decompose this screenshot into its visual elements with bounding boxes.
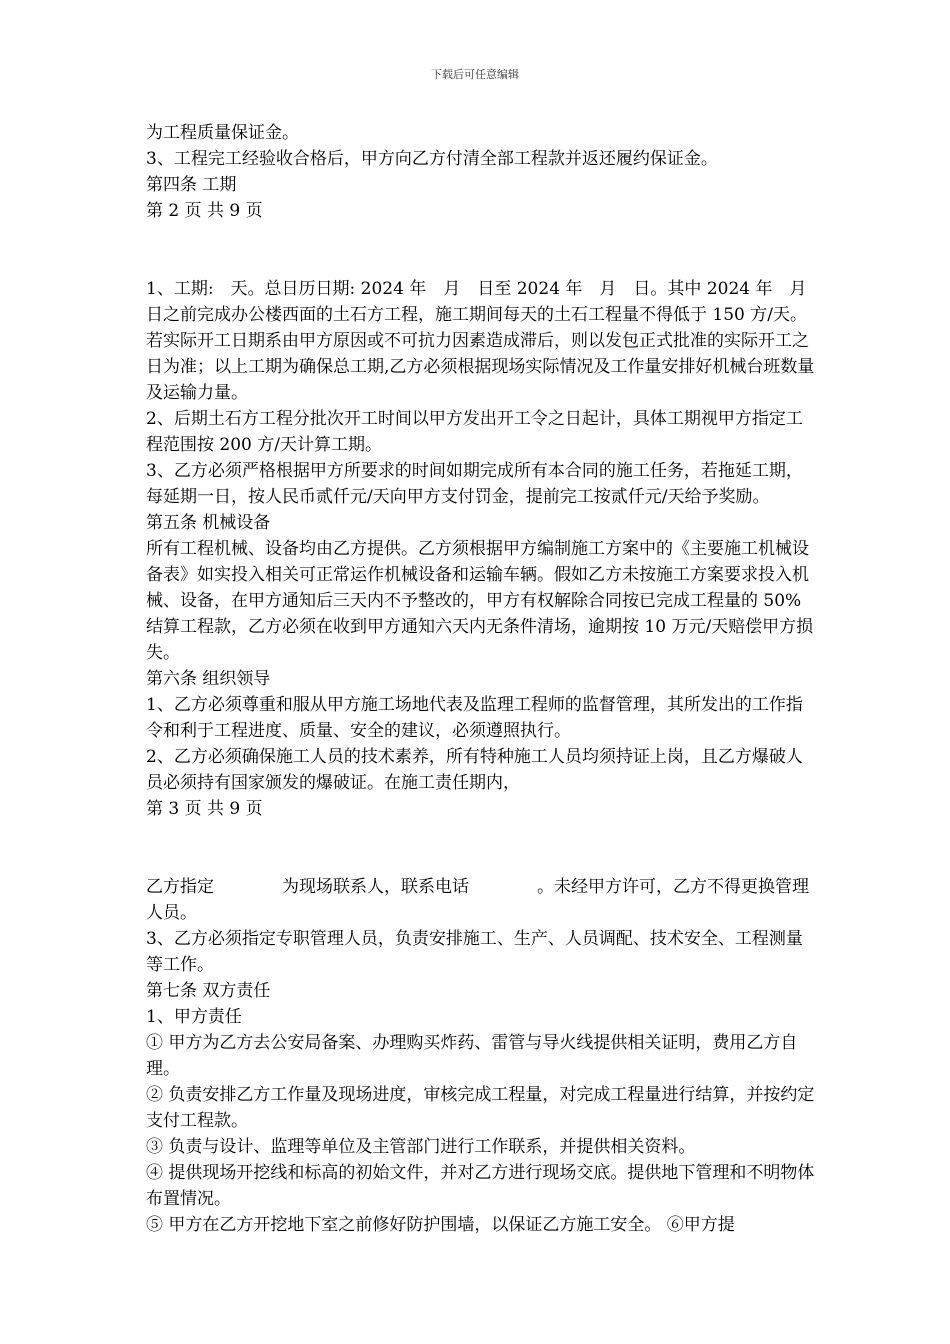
list-item: ③ 负责与设计、监理等单位及主管部门进行工作联系，并提供相关资料。	[146, 1137, 696, 1157]
list-item: ⑤ 甲方在乙方开挖地下室之前修好防护围墙，以保证乙方施工安全。 ⑥甲方提	[146, 1215, 735, 1235]
section-heading: 第六条 组织领导	[146, 669, 271, 689]
paragraph: 1、工期: 天。总日历日期: 2024 年 月 日至 2024 年 月 日。其中 2024 年 月日之前完成办公楼西面的土石方工程，施工期间每天的土石工程量不得低于 150 方/天。若实际开工日期系由甲方原因或不可抗力因素造成滞后，则以发包正式批准的实际开工之日为准；以上工期为确保总工期,乙方必须根据现场实际情况及工作量安排好机械台班数量及运输力量。	[146, 279, 815, 403]
page-number: 第 3 页 共 9 页	[146, 799, 263, 819]
section-heading: 第七条 双方责任	[146, 981, 271, 1001]
paragraph: 乙方指定 为现场联系人，联系电话 。未经甲方许可，乙方不得更换管理人员。	[146, 877, 809, 923]
paragraph: 3、乙方必须指定专职管理人员，负责安排施工、生产、人员调配、技术安全、工程测量等工作。	[146, 929, 803, 975]
page-header: 下载后可任意编辑	[431, 68, 519, 81]
list-item: ① 甲方为乙方去公安局备案、办理购买炸药、雷管与导火线提供相关证明，费用乙方自理。	[146, 1033, 798, 1079]
paragraph: 2、乙方必须确保施工人员的技术素养，所有特种施工人员均须持证上岗，且乙方爆破人员必须持有国家颁发的爆破证。在施工责任期内，	[146, 747, 803, 793]
paragraph: 所有工程机械、设备均由乙方提供。乙方须根据甲方编制施工方案中的《主要施工机械设备表》如实投入相关可正常运作机械设备和运输车辆。假如乙方未按施工方案要求投入机械、设备，在甲方通知后三天内不予整改的，甲方有权解除合同按已完成工程量的 50%结算工程款，乙方必须在收到甲方通知六天内无条件清场，逾期按 10 万元/天赔偿甲方损失。	[146, 539, 814, 663]
page-break	[146, 224, 818, 276]
page-number: 第 2 页 共 9 页	[146, 201, 263, 221]
list-item: ④ 提供现场开挖线和标高的初始文件，并对乙方进行现场交底。提供地下管理和不明物体布置情况。	[146, 1163, 815, 1209]
section-heading: 第五条 机械设备	[146, 513, 271, 533]
paragraph: 1、乙方必须尊重和服从甲方施工场地代表及监理工程师的监督管理，其所发出的工作指令和利于工程进度、质量、安全的建议，必须遵照执行。	[146, 695, 803, 741]
section-heading: 第四条 工期	[146, 175, 237, 195]
list-item: ② 负责安排乙方工作量及现场进度，审核完成工程量，对完成工程量进行结算，并按约定支付工程款。	[146, 1085, 815, 1131]
subsection-heading: 1、甲方责任	[146, 1007, 242, 1027]
paragraph: 2、后期土石方工程分批次开工时间以甲方发出开工令之日起计，具体工期视甲方指定工程范围按 200 方/天计算工期。	[146, 409, 803, 455]
paragraph: 3、工程完工经验收合格后，甲方向乙方付清全部工程款并返还履约保证金。	[146, 149, 718, 169]
paragraph: 为工程质量保证金。	[146, 123, 299, 143]
paragraph: 3、乙方必须严格根据甲方所要求的时间如期完成所有本合同的施工任务，若拖延工期，每延期一日，按人民币贰仟元/天向甲方支付罚金，提前完工按贰仟元/天给予奖励。	[146, 461, 803, 507]
page-break	[146, 822, 818, 874]
document-body	[146, 120, 818, 1238]
